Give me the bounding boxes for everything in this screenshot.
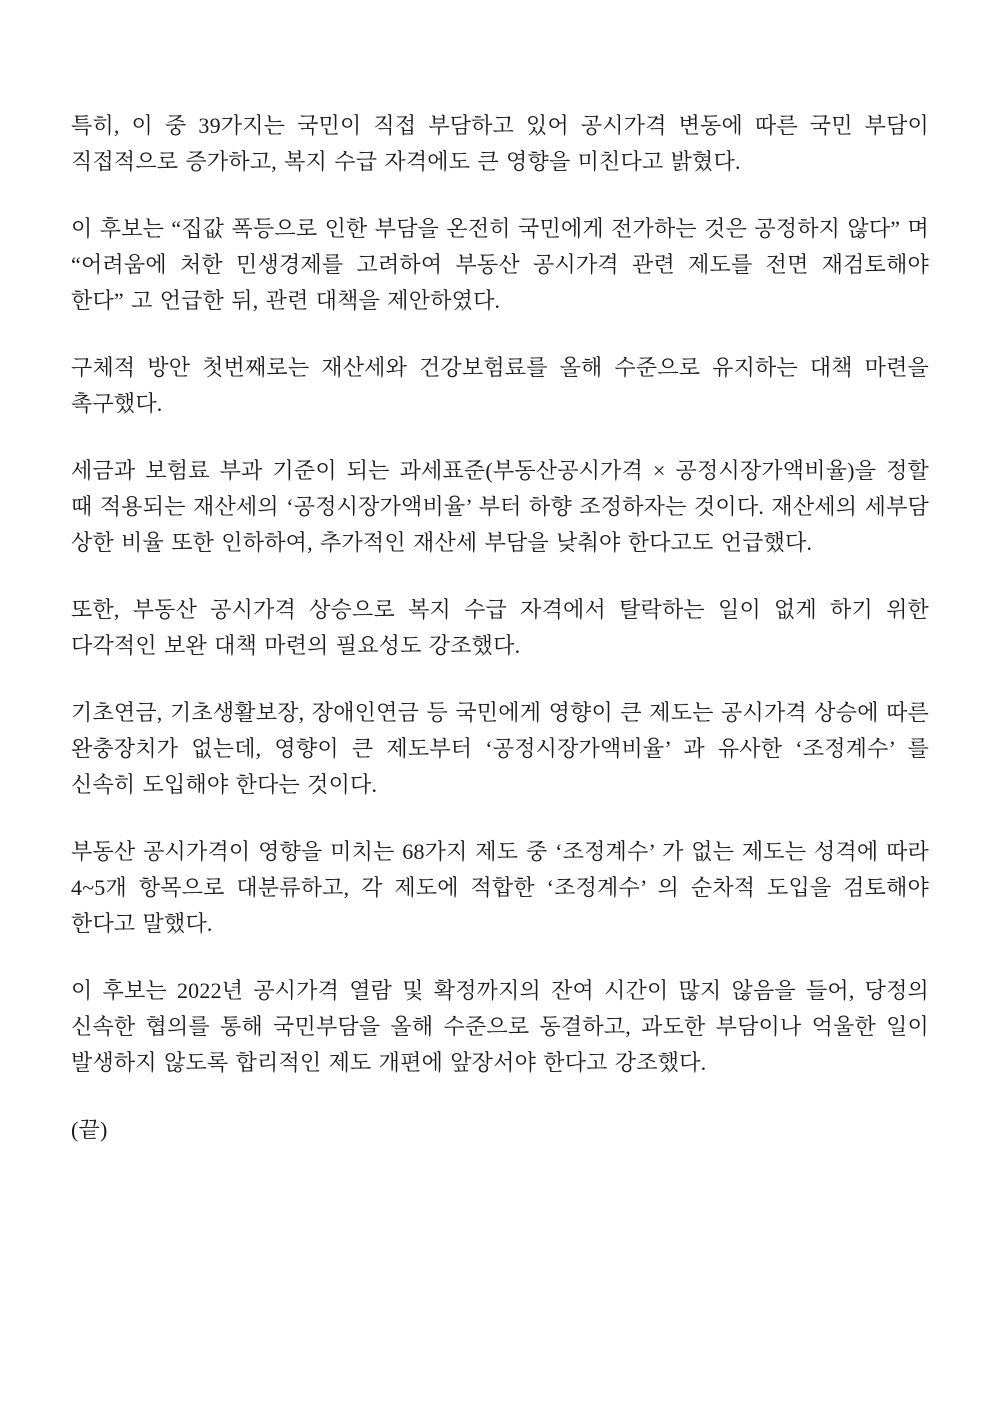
document-body <box>71 108 929 1179</box>
paragraph-7: 부동산 공시가격이 영향을 미치는 68가지 제도 중 ‘조정계수’ 가 없는 제도는 성격에 따라 4~5개 항목으로 대분류하고, 각 제도에 적합한 ‘조정계수’ 의 순차적 도입을 검토해야 한다고 말했다. <box>71 839 929 936</box>
paragraph-1: 특히, 이 중 39가지는 국민이 직접 부담하고 있어 공시가격 변동에 따른 국민 부담이 직접적으로 증가하고, 복지 수급 자격에도 큰 영향을 미친다고 밝혔다. <box>71 113 929 174</box>
end-marker: (끝) <box>71 1117 108 1142</box>
paragraph-3: 구체적 방안 첫번째로는 재산세와 건강보험료를 올해 수준으로 유지하는 대책 마련을 촉구했다. <box>71 355 929 416</box>
paragraph-8: 이 후보는 2022년 공시가격 열람 및 확정까지의 잔여 시간이 많지 않음을 들어, 당정의 신속한 협의를 통해 국민부담을 올해 수준으로 동결하고, 과도한 부담이나 억울한 일이 발생하지 않도록 합리적인 제도 개편에 앞장서야 한다고 강조했다. <box>71 978 929 1075</box>
paragraph-6: 기초연금, 기초생활보장, 장애인연금 등 국민에게 영향이 큰 제도는 공시가격 상승에 따른 완충장치가 없는데, 영향이 큰 제도부터 ‘공정시장가액비율’ 과 유사한 ‘조정계수’ 를 신속히 도입해야 한다는 것이다. <box>71 700 929 797</box>
paragraph-5: 또한, 부동산 공시가격 상승으로 복지 수급 자격에서 탈락하는 일이 없게 하기 위한 다각적인 보완 대책 마련의 필요성도 강조했다. <box>71 597 929 658</box>
paragraph-4: 세금과 보험료 부과 기준이 되는 과세표준(부동산공시가격 × 공정시장가액비율)을 정할 때 적용되는 재산세의 ‘공정시장가액비율’ 부터 하향 조정하자는 것이다. 재산세의 세부담 상한 비율 또한 인하하여, 추가적인 재산세 부담을 낮춰야 한다고도 언급했다. <box>71 458 929 555</box>
paragraph-2: 이 후보는 “집값 폭등으로 인한 부담을 온전히 국민에게 전가하는 것은 공정하지 않다” 며 “어려움에 처한 민생경제를 고려하여 부동산 공시가격 관련 제도를 전면 재검토해야 한다” 고 언급한 뒤, 관련 대책을 제안하였다. <box>71 216 929 313</box>
